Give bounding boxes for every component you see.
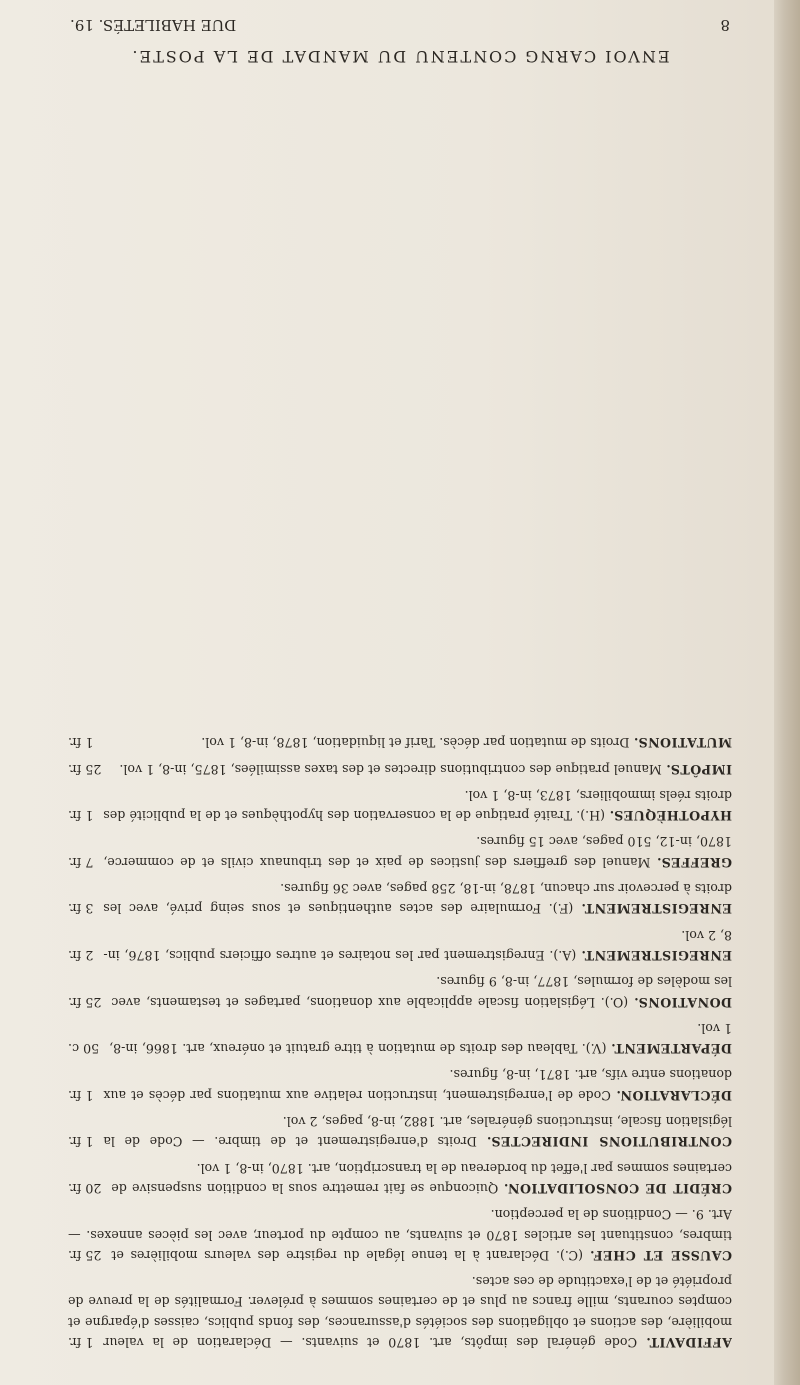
- running-head: ENVOI CARNG CONTENU DU MANDAT DE LA POSTE.: [130, 47, 670, 66]
- entry-ref: 3 fr.: [68, 901, 94, 917]
- catalog-entry: [68, 924, 732, 965]
- entry-ref: 1 fr.: [68, 1087, 94, 1103]
- entry-ref: 2 fr.: [68, 947, 94, 963]
- entry-body: Manuel pratique des contributions directes et des taxes assimilées, 1875, in-8, 1 vol.: [119, 761, 662, 777]
- entry-keyword: DÉPARTEMENT.: [610, 1041, 732, 1057]
- entry-keyword: AFFIDAVIT.: [645, 1335, 732, 1350]
- entry-body: Droits d'enregistrement et de timbre. — Code de la législation fiscale, instructions générales, art. 1882, in-8, pages, 2 vol.: [103, 1114, 732, 1150]
- entry-ref: 1 fr.: [68, 808, 94, 824]
- entry-body: (H.). Traité pratique de la conservation des hypothèques et de la publicité des droits réels immobiliers, 1873, in-8, 1 vol.: [103, 787, 732, 824]
- catalog-entry: [68, 732, 732, 752]
- entry-keyword: DONATIONS.: [633, 994, 732, 1010]
- catalog-entry: [68, 1018, 732, 1059]
- entry-keyword: CRÉDIT DE CONSOLIDATION.: [503, 1180, 732, 1196]
- entry-keyword: CONTRIBUTIONS INDIRECTES.: [486, 1134, 732, 1150]
- catalog-entry: [68, 1064, 732, 1105]
- entry-ref: 1 fr.: [68, 735, 94, 751]
- entry-body: Quiconque se fait remettre sous la condition suspensive de certaines sommes par l'effet du bordereau de la transcription, art. 1870, in-8, 1 vol.: [111, 1160, 732, 1196]
- entry-ref: 20 fr.: [68, 1180, 102, 1196]
- entry-body: Manuel des greffiers des justices de paix et des tribunaux civils et de commerce, 1870, in-12, 510 pages, avec 15 figures.: [103, 834, 732, 870]
- entry-ref: 1 fr.: [68, 1134, 94, 1150]
- entry-keyword: ENREGISTREMENT.: [580, 947, 732, 963]
- entry-keyword: HYPOTHÈQUES.: [609, 808, 732, 824]
- entry-keyword: IMPÔTS.: [665, 761, 732, 777]
- entry-body: (F.). Formulaire des actes authentiques et sous seing privé, avec les droits à percevoir sur chacun, 1878, in-18, 258 pages, avec 36 figures.: [103, 881, 732, 917]
- entry-body: (A.). Enregistrement par les notaires et autres officiers publics, 1876, in-8, 2 vol.: [103, 927, 732, 963]
- entry-ref: 25 fr.: [68, 994, 102, 1010]
- catalog-entry: [68, 1271, 732, 1352]
- catalog-entry: [68, 1204, 732, 1265]
- entry-body: (C.). Déclarant à la tenue légale du registre des valeurs mobilières et timbres, constituant les articles 1870 et suivants, au compte du porteur, avec les pièces annexes. — Art. 9. — Conditions de la perception.: [68, 1207, 732, 1263]
- catalog-entry: [68, 971, 732, 1012]
- entry-ref: 1 fr.: [68, 1335, 94, 1350]
- entry-body: (V.). Tableau des droits de mutation à titre gratuit et onéreux, art. 1866, in-8, 1 vol.: [109, 1020, 732, 1057]
- entry-keyword: CAUSSE ET CHEF.: [589, 1247, 732, 1263]
- entry-body: Code général des impôts, art. 1870 et suivants. — Déclaration de la valeur mobilière, des actions et obligations des sociétés d'assurances, des fonds publics, caisses d'épargne et comptes courants, mille francs au plus et de certaines sommes à prélever. Formalités de la preuve de propriété et de l'exactitude de ces actes.: [68, 1274, 732, 1350]
- entry-ref: 50 c.: [68, 1041, 100, 1057]
- catalog-entry: [68, 1157, 732, 1198]
- catalog-entry: [68, 878, 732, 919]
- catalog-entries: [68, 87, 732, 1352]
- catalog-entry: [68, 1111, 732, 1152]
- folio-right: DUE HABILETÉS. 19.: [70, 16, 237, 34]
- entry-keyword: GREFFES.: [656, 854, 732, 870]
- entry-keyword: DÉCLARATION.: [615, 1087, 732, 1103]
- entry-ref: 25 fr.: [68, 1247, 102, 1263]
- entry-body: Droits de mutation par décès. Tarif et liquidation, 1878, in-8, 1 vol.: [201, 735, 630, 751]
- entry-ref: 7 fr.: [68, 854, 94, 870]
- entry-ref: 25 fr.: [68, 761, 102, 777]
- entry-body: (O.). Législation fiscale applicable aux donations, partages et testaments, avec les modèles de formules, 1877, in-8, 9 figures.: [111, 974, 732, 1010]
- entry-keyword: MUTATIONS.: [633, 735, 732, 751]
- catalog-entry: [68, 831, 732, 872]
- catalog-entry: [68, 785, 732, 826]
- folio-left: 8: [720, 16, 730, 34]
- entry-body: Code de l'enregistrement, instruction relative aux mutations par décès et aux donations entre vifs, art. 1871, in-8, figures.: [103, 1067, 732, 1103]
- entry-keyword: ENREGISTREMENT.: [580, 901, 732, 917]
- folio: [70, 16, 730, 34]
- catalog-entry: [68, 758, 732, 778]
